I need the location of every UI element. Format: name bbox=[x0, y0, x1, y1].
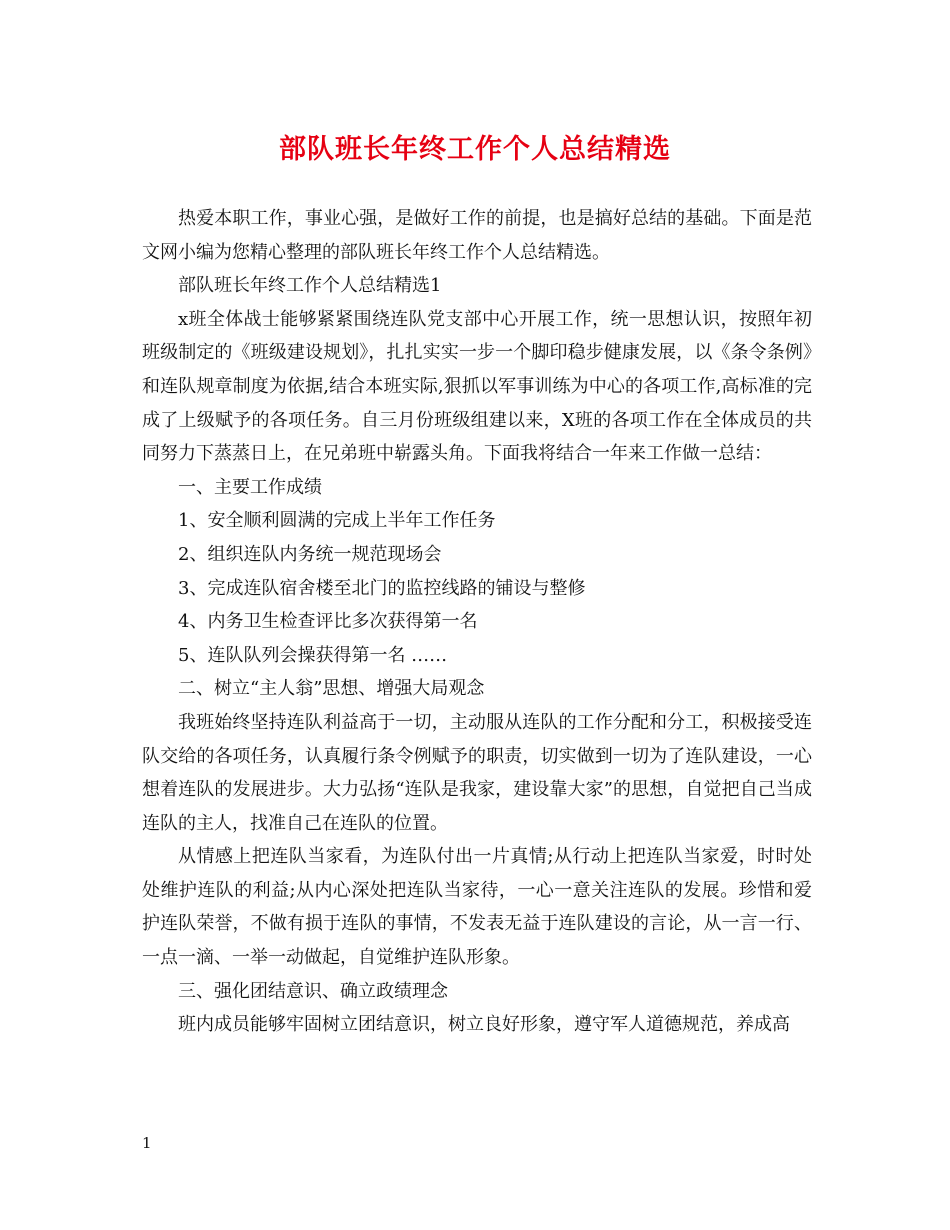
list-item: 1、安全顺利圆满的完成上半年工作任务 bbox=[178, 510, 496, 532]
page-number: 1 bbox=[142, 1134, 152, 1152]
subsection-heading: 二、树立“主人翁”思想、增强大局观念 bbox=[178, 678, 485, 700]
list-item: 5、连队队列会操获得第一名 …… bbox=[178, 644, 448, 666]
section-heading: 部队班长年终工作个人总结精选1 bbox=[178, 275, 442, 297]
body-paragraph: 从情感上把连队当家看，为连队付出一片真情;从行动上把连队当家爱，时时处处维护连队的利益;从内心深处把连队当家待，一心一意关注连队的发展。珍惜和爱护连队荣誉，不做有损于连队的事情，不发表无益于连队建设的言论，从一言一行、一点一滴、一举一动做起，自觉维护连队形象。 bbox=[142, 846, 812, 969]
body-paragraph: 班内成员能够牢固树立团结意识，树立良好形象，遵守军人道德规范，养成高 bbox=[178, 1014, 790, 1036]
document-title: 部队班长年终工作个人总结精选 bbox=[279, 134, 671, 165]
list-item: 2、组织连队内务统一规范现场会 bbox=[178, 543, 442, 565]
document-body bbox=[142, 202, 812, 1042]
body-paragraph: x班全体战士能够紧紧围绕连队党支部中心开展工作，统一思想认识，按照年初班级制定的《班级建设规划》，扎扎实实一步一个脚印稳步健康发展，以《条令条例》和连队规章制度为依据,结合本班实际,狠抓以军事训练为中心的各项工作,高标准的完成了上级赋予的各项任务。自三月份班级组建以来，X班的各项工作在全体成员的共同努力下蒸蒸日上，在兄弟班中崭露头角。下面我将结合一年来工作做一总结： bbox=[142, 308, 812, 465]
intro-paragraph: 热爱本职工作，事业心强，是做好工作的前提，也是搞好总结的基础。下面是范文网小编为您精心整理的部队班长年终工作个人总结精选。 bbox=[142, 208, 812, 263]
subsection-heading: 三、强化团结意识、确立政绩理念 bbox=[178, 980, 448, 1002]
body-paragraph: 我班始终坚持连队利益高于一切，主动服从连队的工作分配和分工，积极接受连队交给的各项任务，认真履行条令例赋予的职责，切实做到一切为了连队建设，一心想着连队的发展进步。大力弘扬“连队是我家，建设靠大家”的思想，自觉把自己当成连队的主人，找准自己在连队的位置。 bbox=[142, 711, 812, 834]
list-item: 4、内务卫生检查评比多次获得第一名 bbox=[178, 611, 478, 633]
list-item: 3、完成连队宿舍楼至北门的监控线路的铺设与整修 bbox=[178, 577, 586, 599]
subsection-heading: 一、主要工作成绩 bbox=[178, 476, 322, 498]
